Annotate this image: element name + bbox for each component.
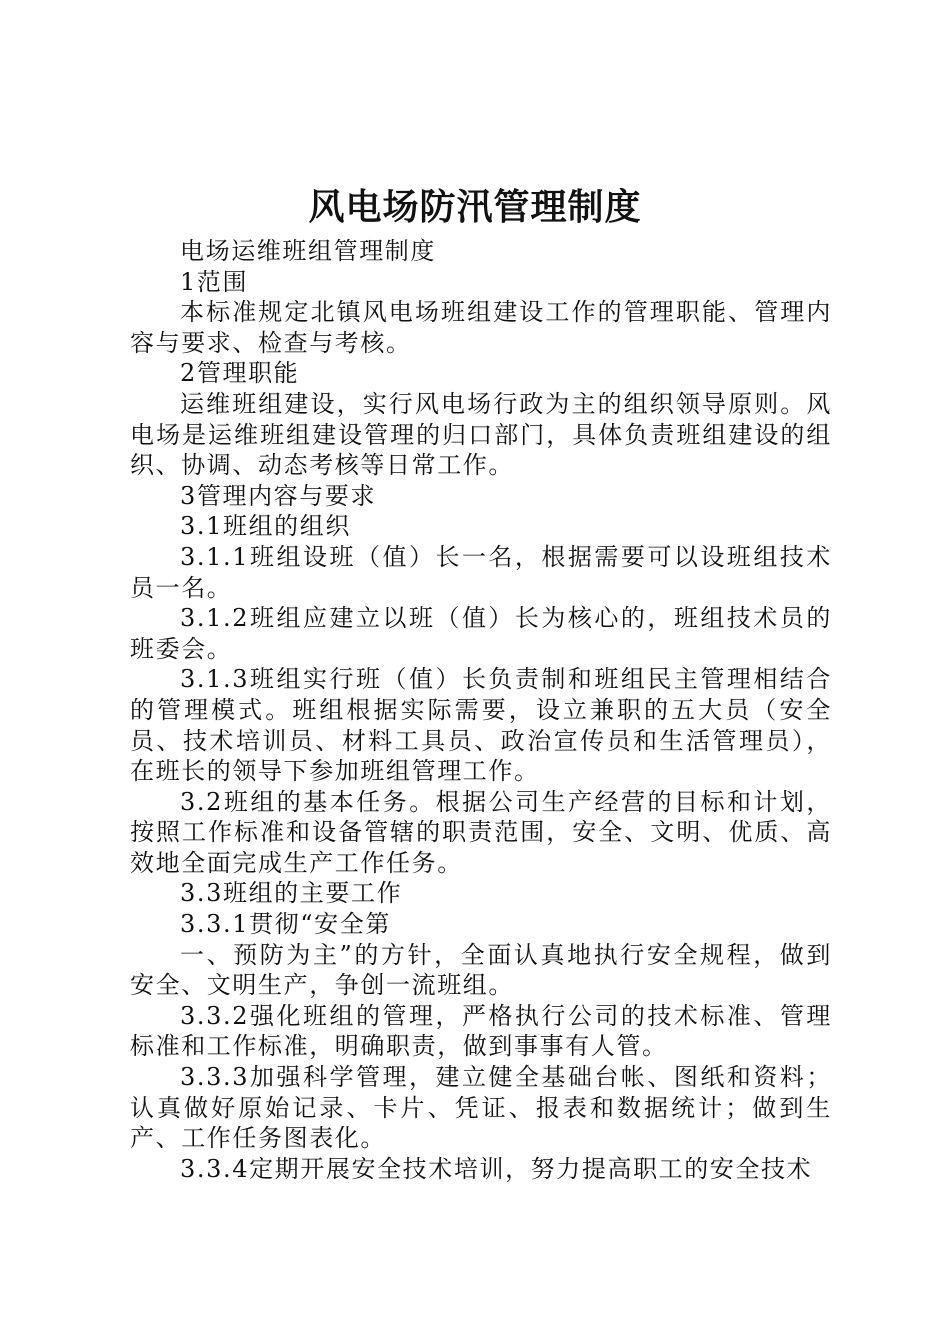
section-heading-functions: 2管理职能 bbox=[180, 359, 300, 388]
paragraph: 3.1.3班组实行班（值）长负责制和班组民主管理相结合的管理模式。班组根据实际需要，设立兼职的五大员（安全员、技术培训员、材料工具员、政治宣传员和生活管理员），在班长的领导下参加班组管理工作。 bbox=[130, 665, 832, 786]
paragraph: 3.1.2班组应建立以班（值）长为核心的，班组技术员的班委会。 bbox=[130, 604, 832, 663]
paragraph: 一、预防为主”的方针，全面认真地执行安全规程，做到安全、文明生产，争创一流班组。 bbox=[130, 940, 832, 1000]
section-heading-scope: 1范围 bbox=[180, 267, 249, 296]
paragraph: 3.3.1贯彻“安全第 bbox=[180, 910, 391, 939]
paragraph: 3.3.4定期开展安全技术培训，努力提高职工的安全技术 bbox=[180, 1154, 813, 1183]
paragraph: 3.2班组的基本任务。根据公司生产经营的目标和计划，按照工作标准和设备管辖的职责范围，安全、文明、优质、高效地全面完成生产工作任务。 bbox=[130, 787, 832, 877]
paragraph: 运维班组建设，实行风电场行政为主的组织领导原则。风电场是运维班组建设管理的归口部门，具体负责班组建设的组织、协调、动态考核等日常工作。 bbox=[130, 389, 832, 480]
subsection-heading: 3.3班组的主要工作 bbox=[180, 879, 403, 908]
document-body bbox=[130, 236, 832, 1184]
paragraph: 3.3.3加强科学管理，建立健全基础台帐、图纸和资料；认真做好原始记录、卡片、凭证、报表和数据统计；做到生产、工作任务图表化。 bbox=[130, 1063, 832, 1153]
paragraph: 3.1.1班组设班（值）长一名，根据需要可以设班组技术员一名。 bbox=[130, 542, 832, 602]
paragraph: 本标准规定北镇风电场班组建设工作的管理职能、管理内容与要求、检查与考核。 bbox=[130, 298, 832, 357]
paragraph: 3.3.2强化班组的管理，严格执行公司的技术标准、管理标准和工作标准，明确职责，做到事事有人管。 bbox=[130, 1001, 832, 1061]
subsection-heading: 3.1班组的组织 bbox=[180, 512, 351, 541]
document-title: 风电场防汛管理制度 bbox=[308, 187, 642, 228]
paragraph-subtitle: 电场运维班组管理制度 bbox=[180, 237, 436, 265]
section-heading-content: 3管理内容与要求 bbox=[180, 481, 377, 510]
